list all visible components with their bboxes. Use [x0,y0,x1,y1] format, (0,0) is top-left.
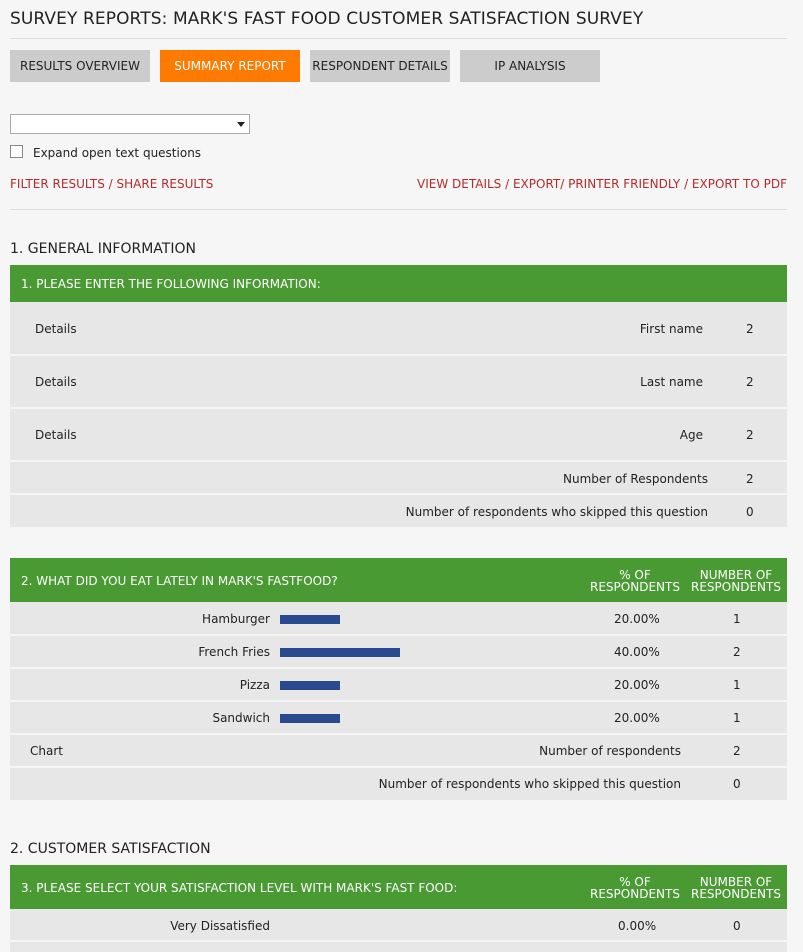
question-header [10,265,787,302]
expand-open-text-checkbox[interactable] [10,145,23,158]
table-row [10,735,787,767]
expand-open-text-label: Expand open text questions [33,146,202,160]
chevron-down-icon [237,122,245,127]
field-count: 2 [746,428,754,442]
col-percent-header: % OF RESPONDENTS [590,875,680,901]
option-label: Very Dissatisfied [170,919,270,933]
chart-link[interactable]: Chart [30,744,63,758]
view-export-links[interactable]: VIEW DETAILS / EXPORT/ PRINTER FRIENDLY / EXPORT TO PDF [417,177,787,191]
skipped-value: 0 [746,505,754,519]
option-label: Sandwich [212,711,270,725]
col-number-header: NUMBER OF RESPONDENTS [691,875,781,901]
option-count: 1 [733,678,741,692]
col-number-header: NUMBER OF RESPONDENTS [691,568,781,594]
option-percent: 0.00% [618,919,657,933]
percent-bar [280,648,400,657]
respondents-label: Number of respondents [539,744,681,758]
table-row [10,602,787,635]
table-row [10,356,787,408]
divider [10,38,787,39]
details-link[interactable]: Details [35,428,77,442]
option-count: 1 [733,711,741,725]
option-count: 2 [733,645,741,659]
tab-ip-analysis[interactable]: IP ANALYSIS [460,50,600,82]
page-title: SURVEY REPORTS: MARK'S FAST FOOD CUSTOMER SATISFACTION SURVEY [10,9,644,29]
percent-bar [280,714,340,723]
field-count: 2 [746,322,754,336]
skipped-label: Number of respondents who skipped this question [378,777,681,791]
filter-select[interactable] [10,114,250,134]
option-label: French Fries [198,645,270,659]
question-header [10,558,787,602]
table-row [10,768,787,800]
percent-bar [280,615,340,624]
option-label: Hamburger [202,612,270,626]
skipped-value: 0 [733,777,741,791]
section-title: 1. GENERAL INFORMATION [10,241,196,257]
option-count: 0 [733,919,741,933]
field-label: First name [639,322,703,336]
table-row [10,409,787,461]
option-count: 1 [733,612,741,626]
question-header [10,865,787,909]
table-row [10,302,787,355]
table-row [10,942,787,952]
option-percent: 20.00% [614,678,660,692]
tab-summary-report[interactable]: SUMMARY REPORT [160,50,300,82]
respondents-label: Number of Respondents [563,472,708,486]
field-label: Last name [640,375,703,389]
field-label: Age [679,428,703,442]
option-percent: 40.00% [614,645,660,659]
option-percent: 20.00% [614,612,660,626]
question-title: 2. WHAT DID YOU EAT LATELY IN MARK'S FASTFOOD? [21,574,338,588]
option-percent: 20.00% [614,711,660,725]
respondents-value: 2 [733,744,741,758]
skipped-label: Number of respondents who skipped this question [405,505,708,519]
table-row [10,462,787,494]
field-count: 2 [746,375,754,389]
details-link[interactable]: Details [35,322,77,336]
table-row [10,636,787,668]
section-title: 2. CUSTOMER SATISFACTION [10,841,211,857]
tab-results-overview[interactable]: RESULTS OVERVIEW [10,50,150,82]
respondents-value: 2 [746,472,754,486]
table-row [10,909,787,941]
divider [10,209,787,210]
table-row [10,669,787,701]
filter-share-links[interactable]: FILTER RESULTS / SHARE RESULTS [10,177,214,191]
details-link[interactable]: Details [35,375,77,389]
table-row [10,495,787,527]
tab-respondent-details[interactable]: RESPONDENT DETAILS [310,50,450,82]
question-title: 3. PLEASE SELECT YOUR SATISFACTION LEVEL WITH MARK'S FAST FOOD: [21,881,458,895]
col-percent-header: % OF RESPONDENTS [590,568,680,594]
question-title: 1. PLEASE ENTER THE FOLLOWING INFORMATION: [21,277,321,291]
option-label: Pizza [239,678,270,692]
percent-bar [280,681,340,690]
table-row [10,702,787,734]
